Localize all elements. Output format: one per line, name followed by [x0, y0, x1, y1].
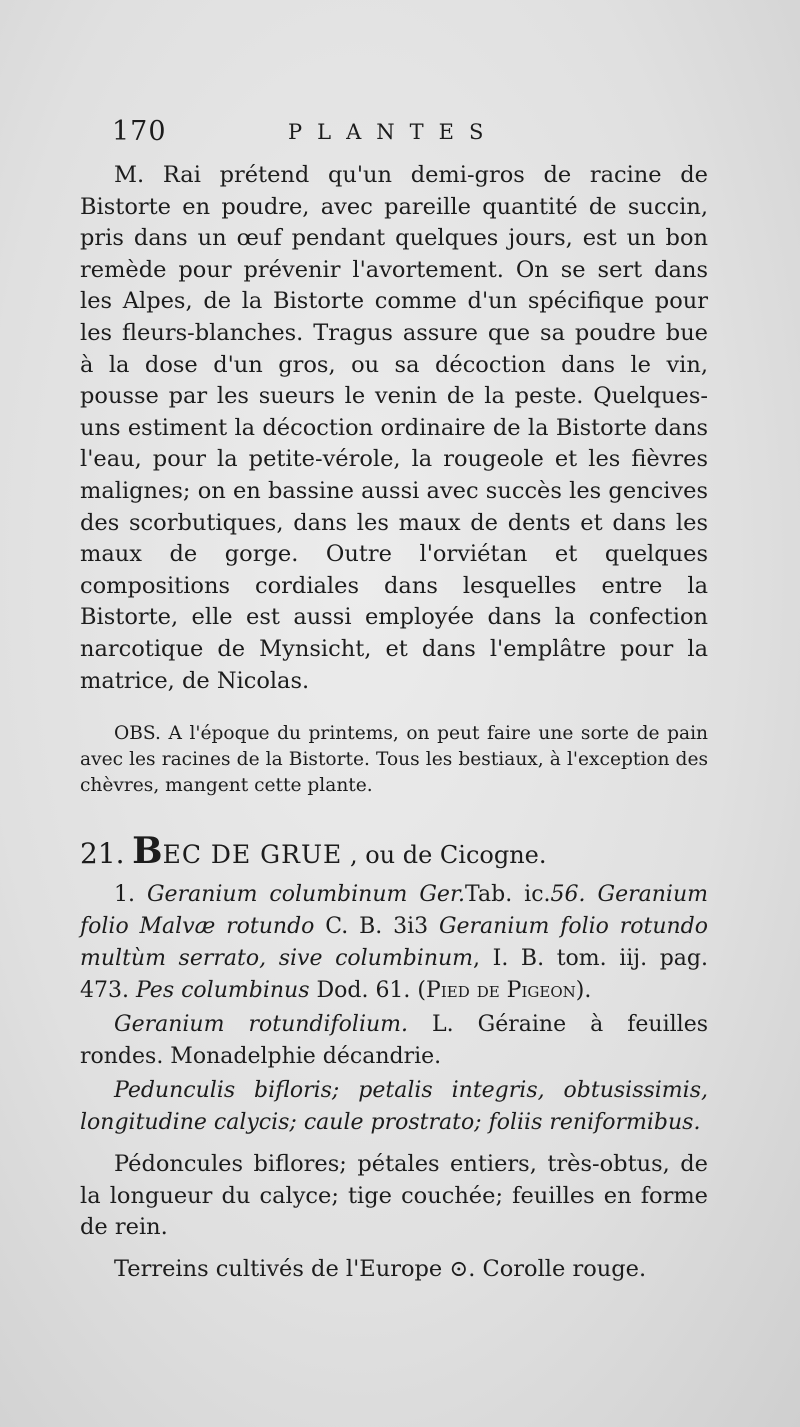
page-header [112, 116, 712, 150]
syn-1: Geranium columbinum [146, 882, 408, 908]
syn-6: C. B. 3i3 [325, 914, 429, 940]
french-description: Pédoncules biflores; pétales entiers, très-obtus, de la longueur du calyce; tige couchée; feuilles en forme de rein. [80, 1151, 708, 1241]
syn-9: Pes columbinus [135, 978, 310, 1004]
syn-8: , I. B. tom. iij. pag. 473. [80, 946, 709, 1004]
entry-initial: B [132, 830, 163, 873]
entry-number: 21. [80, 837, 125, 871]
entry-title-tail: , ou de Cicogne. [349, 841, 547, 870]
synonymy-paragraph [80, 879, 708, 1007]
observation-note: OBS. A l'époque du printems, on peut faire une sorte de pain avec les racines de la Bistorte. Tous les bestiaux, à l'exception des chèvres, mangent cette plante. [80, 723, 708, 797]
bistorte-paragraph: M. Rai prétend qu'un demi-gros de racine de Bistorte en poudre, avec pareille quantité de succin, pris dans un œuf pendant quelques jours, est un bon remède pour prévenir l'avortement. On se sert dans les Alpes, de la Bistorte comme d'un spécifique pour les fleurs-blanches. Tragus assure que sa poudre bue à la dose d'un gros, ou sa décoction dans le vin, pousse par les sueurs le venin de la peste. Quelques-uns estiment la décoction ordinaire de la Bistorte dans l'eau, pour la petite-vérole, la rougeole et les fièvres malignes; on en bassine aussi avec succès les gencives des scorbutiques, dans les maux de dents et dans les maux de gorge. Outre l'orviétan et quelques compositions cordiales dans lesquelles entre la Bistorte, elle est aussi employée dans la confection narcotique de Mynsicht, et dans l'emplâtre pour la matrice, de Nicolas. [80, 162, 708, 694]
syn-4: 56. [550, 882, 586, 908]
latin-description: Pedunculis bifloris; petalis integris, obtusissimis, longitudine calycis; caule prostrato; foliis reniformibus. [80, 1078, 708, 1136]
syn-5: Geranium folio Malvæ rotundo [80, 882, 708, 940]
entry-title: EC DE GRUE [162, 840, 343, 870]
entry-heading [80, 830, 708, 873]
habitat-line: Terreins cultivés de l'Europe ⊙. Corolle rouge. [114, 1255, 647, 1282]
linnaean-latin: Geranium rotundifolium. [114, 1012, 409, 1038]
syn-7: Geranium folio rotundo multùm serrato, sive columbinum [80, 914, 709, 972]
syn-3: Tab. ic. [465, 882, 551, 908]
syn-10: Dod. 61. ( [316, 978, 427, 1004]
linnaean-french: L. Géraine à feuilles rondes. Monadelphie décandrie. [80, 1012, 709, 1070]
syn-num: 1. [114, 882, 135, 908]
page-number: 170 [112, 116, 167, 147]
linnaean-name-paragraph [80, 1009, 708, 1073]
syn-2: Ger. [419, 882, 466, 908]
page-body [80, 160, 708, 1285]
syn-12: ). [575, 978, 592, 1004]
syn-11: Pied de Pigeon [426, 978, 576, 1004]
running-title: PLANTES [288, 120, 499, 144]
